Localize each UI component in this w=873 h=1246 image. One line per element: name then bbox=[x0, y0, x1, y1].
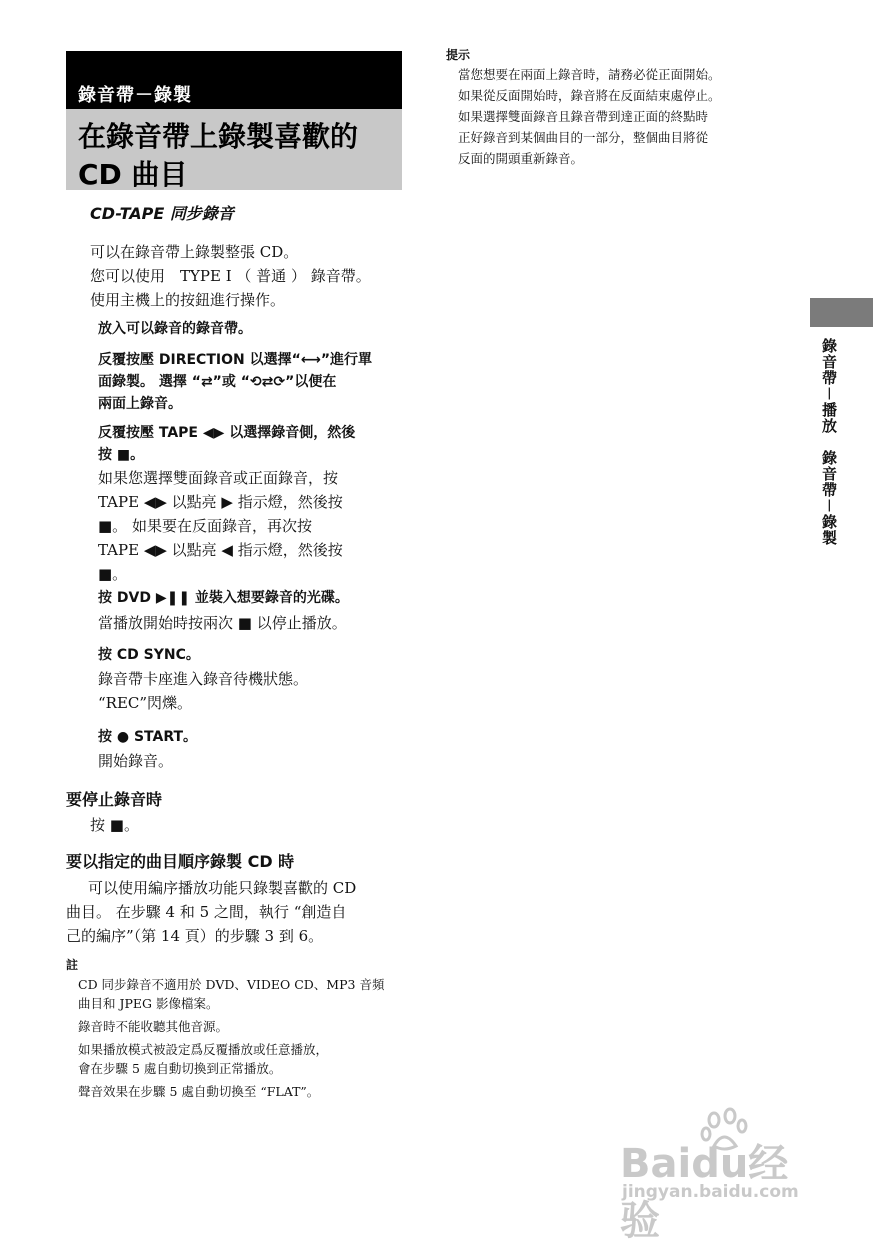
note-line: 曲目和 JPEG 影像檔案。 bbox=[78, 996, 219, 1011]
program-body-line: 可以使用編序播放功能只錄製喜歡的 CD bbox=[88, 879, 357, 897]
step-body-line: 錄音帶卡座進入錄音待機狀態。 bbox=[98, 670, 309, 688]
step-5-body bbox=[98, 667, 308, 715]
tips-heading: 提示 bbox=[446, 48, 471, 62]
tip-line: 反面的開頭重新錄音。 bbox=[458, 151, 584, 166]
watermark-url: jingyan.baidu.com bbox=[622, 1182, 799, 1202]
step-body-line: ■。 bbox=[98, 565, 128, 583]
step-1-title bbox=[98, 318, 252, 340]
tip-line: 如果從反面開始時，錄音將在反面結束處停止。 bbox=[458, 88, 721, 103]
watermark-main: Baidu经验 bbox=[620, 1141, 789, 1244]
intro-line: 您可以使用 TYPE I （ 普通 ） 錄音帶。 bbox=[90, 267, 371, 285]
intro-line: 可以在錄音帶上錄製整張 CD。 bbox=[90, 243, 299, 261]
intro-paragraph bbox=[90, 240, 371, 312]
step-title-line: 反覆按壓 DIRECTION 以選擇“⟷”進行單 bbox=[98, 352, 373, 368]
step-body-line: “REC”閃爍。 bbox=[98, 694, 193, 712]
step-body-line: 如果您選擇雙面錄音或正面錄音，按 bbox=[98, 469, 339, 487]
program-body-line: 曲目。 在步驟 4 和 5 之間，執行 “創造自 bbox=[66, 903, 347, 921]
notes-heading: 註 bbox=[66, 958, 79, 972]
step-body-line: 開始錄音。 bbox=[98, 752, 174, 770]
step-title-line: 反覆按壓 TAPE ◀▶ 以選擇錄音側，然後 bbox=[98, 425, 356, 441]
tip-line: 正好錄音到某個曲目的一部分，整個曲目將從 bbox=[458, 130, 709, 145]
note-line: 如果播放模式被設定爲反覆播放或任意播放， bbox=[78, 1042, 329, 1057]
page-title-line1: 在錄音帶上錄製喜歡的 bbox=[78, 120, 359, 153]
page-title-line2: CD 曲目 bbox=[78, 158, 188, 191]
tip-line: 當您想要在兩面上錄音時，請務必從正面開始。 bbox=[458, 67, 721, 82]
step-6-body bbox=[98, 749, 173, 773]
intro-line: 使用主機上的按鈕進行操作。 bbox=[90, 291, 286, 309]
note-line: 聲音效果在步驟 5 處自動切換至 “FLAT”。 bbox=[78, 1084, 320, 1099]
step-5-title bbox=[98, 644, 200, 666]
chapter-category-bar bbox=[66, 51, 402, 109]
step-body-line: ■。 如果要在反面錄音，再次按 bbox=[98, 517, 312, 535]
note-line: 會在步驟 5 處自動切換到正常播放。 bbox=[78, 1061, 282, 1076]
page-title-block bbox=[66, 109, 402, 190]
notes-list bbox=[78, 975, 408, 1101]
step-body-line: TAPE ◀▶ 以點亮 ▶ 指示燈，然後按 bbox=[98, 493, 343, 511]
page-subtitle: CD-TAPE 同步錄音 bbox=[90, 204, 234, 223]
side-tab-marker bbox=[810, 298, 873, 327]
step-title-line: 面錄製。 選擇 “⇄”或 “⟲⇄⟳”以便在 bbox=[98, 374, 337, 390]
step-body-line: 當播放開始時按兩次 ■ 以停止播放。 bbox=[98, 614, 347, 632]
step-3-title bbox=[98, 422, 408, 466]
note-line: 錄音時不能收聽其他音源。 bbox=[78, 1019, 229, 1034]
step-title-line: 按 ● START。 bbox=[98, 729, 198, 745]
step-2-title bbox=[98, 349, 408, 415]
program-body-line: 己的編序”（第 14 頁）的步驟 3 到 6。 bbox=[66, 927, 324, 945]
step-title-line: 按 DVD ▶❚❚ 並裝入想要錄音的光碟。 bbox=[98, 590, 349, 606]
step-4-title bbox=[98, 587, 349, 609]
step-title-line: 放入可以錄音的錄音帶。 bbox=[98, 321, 252, 337]
step-title-line: 按 ■。 bbox=[98, 447, 145, 463]
baidu-watermark bbox=[618, 1106, 828, 1244]
tips-list bbox=[458, 64, 798, 169]
side-tab-label: 錄音帶－播放 錄音帶－錄製 bbox=[820, 338, 838, 547]
program-recording-heading: 要以指定的曲目順序錄製 CD 時 bbox=[66, 852, 295, 871]
step-title-line: 兩面上錄音。 bbox=[98, 396, 182, 412]
note-line: CD 同步錄音不適用於 DVD、VIDEO CD、MP3 音頻 bbox=[78, 977, 385, 992]
tip-line: 如果選擇雙面錄音且錄音帶到達正面的終點時 bbox=[458, 109, 709, 124]
step-3-body bbox=[98, 466, 408, 586]
step-6-title bbox=[98, 726, 197, 748]
step-4-body bbox=[98, 611, 347, 635]
stop-recording-body: 按 ■。 bbox=[90, 816, 139, 834]
step-body-line: TAPE ◀▶ 以點亮 ◀ 指示燈，然後按 bbox=[98, 541, 343, 559]
step-title-line: 按 CD SYNC。 bbox=[98, 647, 200, 663]
chapter-category: 錄音帶－錄製 bbox=[78, 85, 192, 106]
stop-recording-heading: 要停止錄音時 bbox=[66, 790, 163, 809]
program-recording-body bbox=[66, 876, 406, 948]
